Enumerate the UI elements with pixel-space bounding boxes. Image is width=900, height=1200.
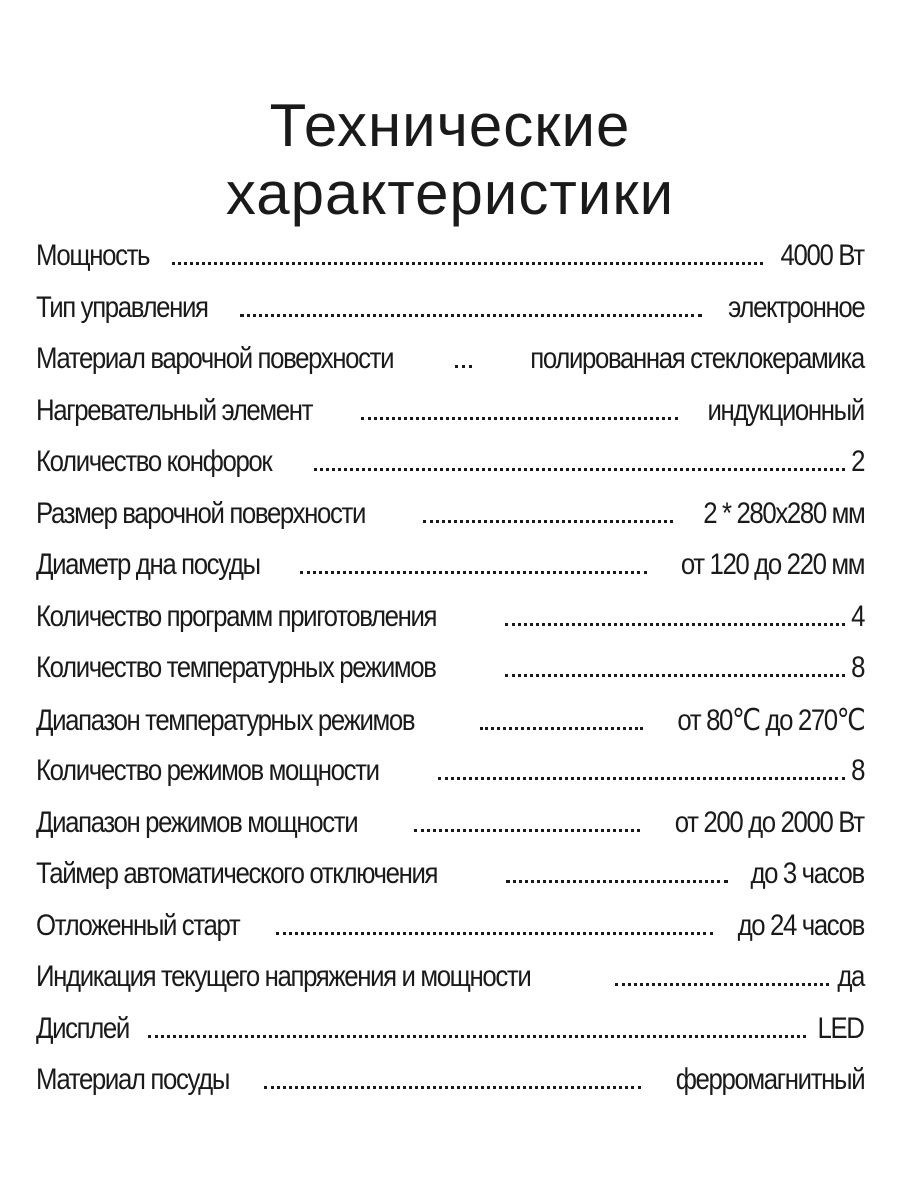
spec-value: до 3 часов <box>750 857 864 890</box>
dot-leader <box>276 932 713 935</box>
spec-value: 4 <box>851 599 864 633</box>
dot-leader <box>264 1086 640 1089</box>
spec-value: индукционный <box>707 393 864 427</box>
spec-label: Тип управления <box>36 290 208 324</box>
spec-value: от 120 до 220 мм <box>680 548 864 581</box>
spec-row-power-mode-count <box>36 754 864 806</box>
dot-leader <box>455 365 472 368</box>
spec-label: Мощность <box>36 239 150 272</box>
spec-row-power <box>36 239 864 291</box>
spec-value: 4000 Вт <box>780 239 864 272</box>
spec-row-auto-off-timer <box>36 857 864 909</box>
spec-row-cookware-material <box>36 1063 864 1115</box>
page-title <box>0 92 900 228</box>
spec-label: Нагревательный элемент <box>36 393 313 427</box>
dot-leader <box>480 727 643 730</box>
spec-list <box>36 239 864 1115</box>
spec-row-voltage-indication <box>36 960 864 1012</box>
dot-leader <box>423 520 673 523</box>
spec-row-control-type <box>36 291 864 343</box>
dot-leader <box>414 829 641 832</box>
dot-leader <box>172 262 764 265</box>
spec-row-program-count <box>36 600 864 652</box>
spec-value: 2 <box>851 445 864 478</box>
spec-value: полированная стеклокерамика <box>530 342 864 375</box>
title-line-1: Технические <box>269 92 631 160</box>
spec-row-temperature-range <box>36 703 864 755</box>
spec-row-heating-element <box>36 394 864 446</box>
spec-value: 2 * 280x280 мм <box>702 496 864 530</box>
spec-label: Индикация текущего напряжения и мощности <box>36 960 531 993</box>
dot-leader <box>505 623 845 626</box>
spec-label: Отложенный старт <box>36 908 240 942</box>
spec-value: до 24 часов <box>737 908 864 942</box>
dot-leader <box>505 674 845 677</box>
spec-row-display <box>36 1012 864 1064</box>
spec-label: Количество программ приготовления <box>36 599 437 633</box>
dot-leader <box>314 468 845 471</box>
spec-label: Размер варочной поверхности <box>36 496 365 530</box>
spec-row-surface-size <box>36 497 864 549</box>
spec-label: Количество температурных режимов <box>36 651 436 684</box>
dot-leader <box>148 1035 806 1038</box>
spec-label: Таймер автоматического отключения <box>36 857 438 890</box>
spec-value: LED <box>817 1011 864 1045</box>
spec-value: ферромагнитный <box>675 1063 864 1096</box>
spec-value: 8 <box>851 651 864 684</box>
dot-leader <box>438 777 844 780</box>
spec-value: от 80℃ до 270℃ <box>677 703 864 737</box>
dot-leader <box>615 983 829 986</box>
spec-label: Дисплей <box>36 1011 129 1045</box>
spec-value: да <box>837 960 864 993</box>
spec-label: Количество конфорок <box>36 445 272 478</box>
title-line-2: характеристики <box>225 160 675 228</box>
spec-value: электронное <box>727 290 864 324</box>
spec-row-cookware-diameter <box>36 548 864 600</box>
spec-row-burner-count <box>36 445 864 497</box>
spec-row-delayed-start <box>36 909 864 961</box>
dot-leader <box>506 880 728 883</box>
spec-row-surface-material <box>36 342 864 394</box>
spec-label: Количество режимов мощности <box>36 754 379 787</box>
spec-row-power-range <box>36 806 864 858</box>
spec-label: Материал посуды <box>36 1063 230 1096</box>
spec-label: Диапазон температурных режимов <box>36 703 415 737</box>
dot-leader <box>361 417 678 420</box>
spec-label: Материал варочной поверхности <box>36 342 394 375</box>
spec-value: от 200 до 2000 Вт <box>675 805 864 839</box>
spec-label: Диапазон режимов мощности <box>36 805 358 839</box>
dot-leader <box>240 314 702 317</box>
spec-row-temperature-mode-count <box>36 651 864 703</box>
spec-value: 8 <box>851 754 864 787</box>
dot-leader <box>300 571 647 574</box>
spec-label: Диаметр дна посуды <box>36 548 260 581</box>
